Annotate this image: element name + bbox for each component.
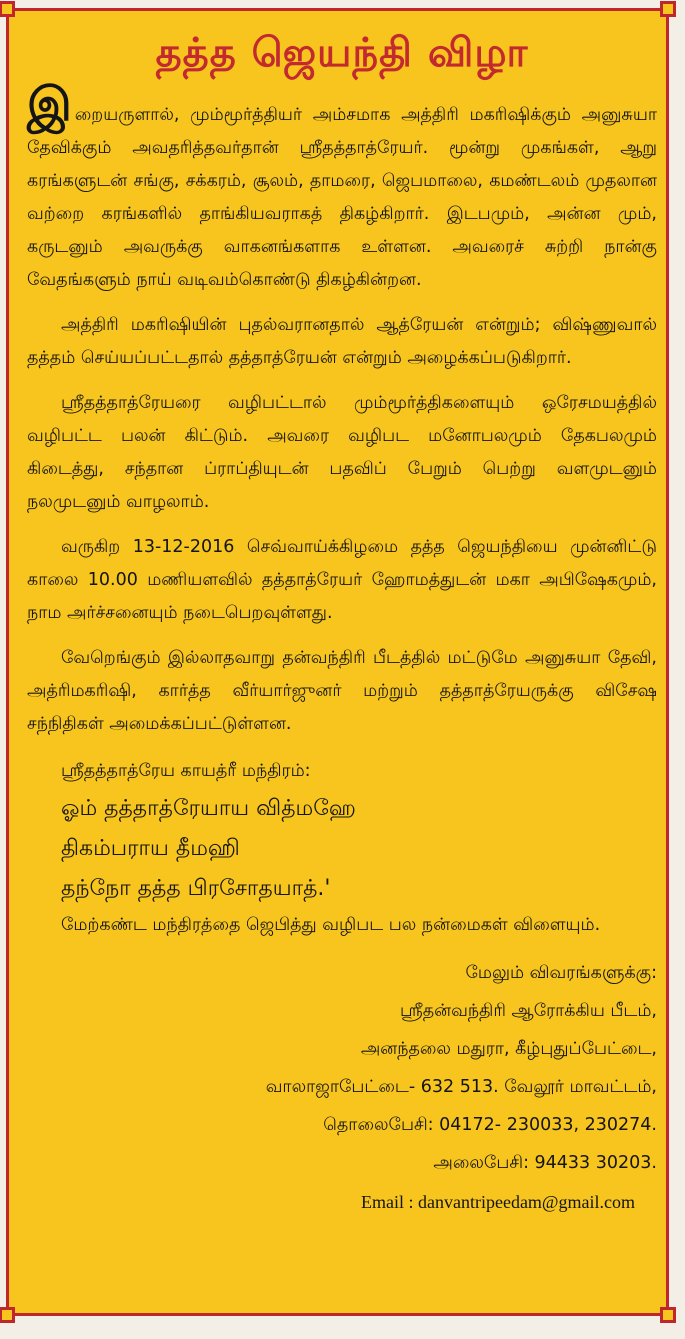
corner-ornament [660,1,676,17]
contact-line: அலைபேசி: 94433 30203. [433,1153,657,1173]
contact-line: வாலாஜாபேட்டை- 632 513. வேலூர் மாவட்டம், [265,1077,657,1097]
mantra-title: ஸ்ரீதத்தாத்ரேய காயத்ரீ மந்திரம்: [61,761,311,781]
article-card [6,8,669,1316]
paragraph: வேறெங்கும் இல்லாதவாறு தன்வந்திரி பீடத்தில் மட்டுமே அனுசுயா தேவி, அத்ரிமகரிஷி, கார்த்த வீர்யார்ஜுனர் மற்றும் தத்தாத்ரேயருக்கு விசேஷ சந்நிதிகள் அமைக்கப்பட்டுள்ளன. [27,648,657,734]
paragraph: ஸ்ரீதத்தாத்ரேயரை வழிபட்டால் மும்மூர்த்திகளையும் ஒரேசமயத்தில் வழிபட்ட பலன் கிட்டும். அவரை வழிபட மனோபலமும் தேகபலமும் கிடைத்து, சந்தான ப்ராப்தியுடன் பதவிப் பேறும் பெற்று வளமுடனும் நலமுடனும் வாழலாம். [27,393,657,512]
contact-line: தொலைபேசி: 04172- 230033, 230274. [323,1115,657,1135]
mantra-line: திகம்பராய தீமஹி [61,836,240,861]
corner-ornament [0,1307,15,1323]
drop-cap: இ [27,77,72,131]
closing-paragraph: மேற்கண்ட மந்திரத்தை ஜெபித்து வழிபட பல நன்மைகள் விளையும். [61,915,601,935]
email-address: Email : danvantripeedam@gmail.com [361,1192,635,1212]
article-title: தத்த ஜெயந்தி விழா [155,30,529,76]
paragraph: அத்திரி மகரிஷியின் புதல்வரானதால் ஆத்ரேயன் என்றும்; விஷ்ணுவால் தத்தம் செய்யப்பட்டதால் தத்தாத்ரேயன் என்றும் அழைக்கப்படுகிறார். [27,315,657,368]
contact-line: அனந்தலை மதுரா, கீழ்புதுப்பேட்டை, [360,1039,657,1059]
contact-line: ஸ்ரீதன்வந்திரி ஆரோக்கிய பீடம், [399,1001,657,1021]
paragraph: வருகிற 13-12-2016 செவ்வாய்க்கிழமை தத்த ஜெயந்தியை முன்னிட்டு காலை 10.00 மணியளவில் தத்தாத்ரேயர் ஹோமத்துடன் மகா அபிஷேகமும், நாம அர்ச்சனையும் நடைபெறவுள்ளது. [27,537,657,623]
contact-line: மேலும் விவரங்களுக்கு: [465,963,657,983]
corner-ornament [0,1,15,17]
paragraph-text: றையருளால், மும்மூர்த்தியர் அம்சமாக அத்திரி மகரிஷிக்கும் அனுசுயா தேவிக்கும் அவதரித்தவர்தான் ஸ்ரீதத்தாத்ரேயர். மூன்று முகங்கள், ஆறு கரங்களுடன் சங்கு, சக்கரம், சூலம், தாமரை, ஜெபமாலை, கமண்டலம் முதலான வற்றை கரங்களில் தாங்கியவராகத் திகழ்கிறார். இடபமும், அன்ன மும், கருடனும் அவருக்கு வாகனங்களாக உள்ளன. அவரைச் சுற்றி நான்கு வேதங்களும் நாய் வடிவம்கொண்டு திகழ்கின்றன. [27,105,657,290]
contact-block [27,954,657,1220]
paragraph-intro [27,77,657,297]
mantra-line: ஓம் தத்தாத்ரேயாய வித்மஹே [61,796,356,821]
corner-ornament [660,1307,676,1323]
mantra-line: தந்நோ தத்த பிரசோதயாத்.' [61,876,331,901]
article-body [27,25,657,1220]
